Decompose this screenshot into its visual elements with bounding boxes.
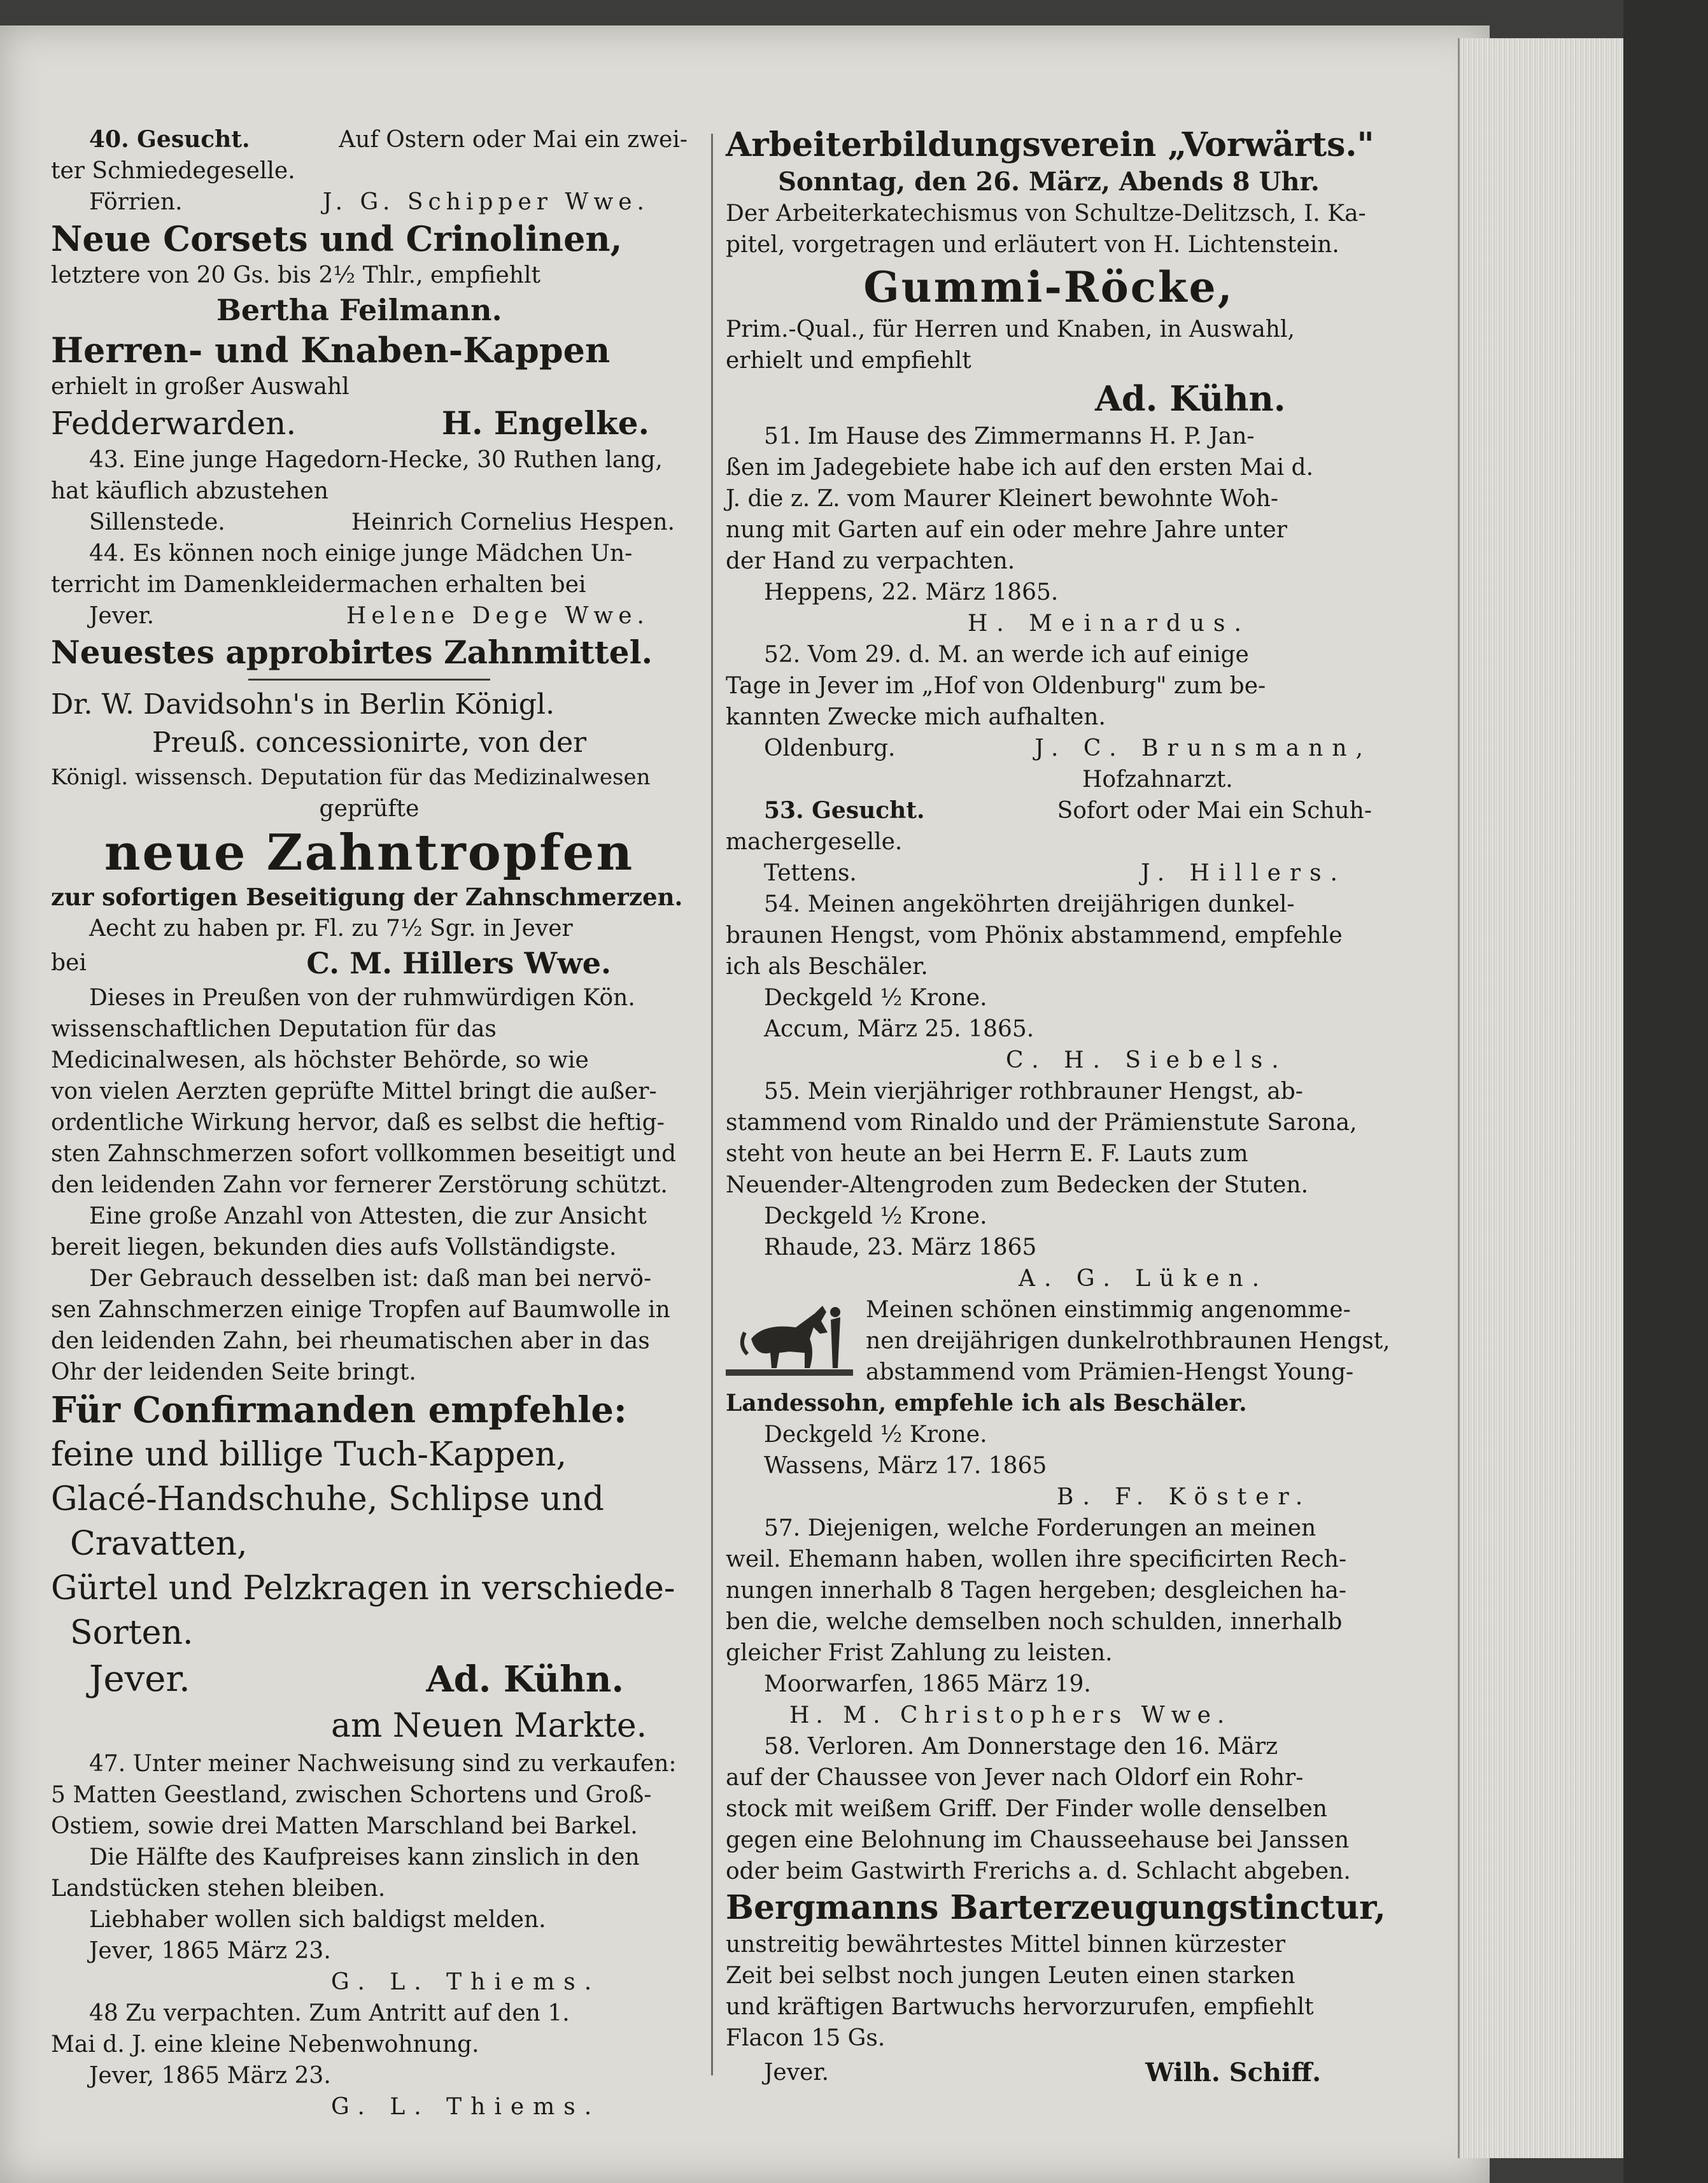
- ad56-line4: Landessohn, empfehle ich als Beschäler.: [726, 1390, 1247, 1416]
- ad57-date: Moorwarfen, 1865 März 19.: [764, 1671, 1091, 1697]
- ad-55: [726, 1076, 1372, 1294]
- ad52Lines-line: Tage in Jever im „Hof von Oldenburg" zum be-: [726, 673, 1266, 699]
- column-rule: [711, 134, 713, 2075]
- confirmLines-line: feine und billige Tuch-Kappen,: [51, 1436, 567, 1474]
- zahnP1-line: Dieses in Preußen von der ruhmwürdigen Kön.: [89, 985, 635, 1011]
- ad47-lines2: [51, 1842, 688, 1904]
- zahn-paragraph-3: [51, 1263, 688, 1388]
- ad48-line1: 48 Zu verpachten. Zum Antritt auf den 1.: [89, 2000, 570, 2026]
- ad57-signature: H. M. Christophers Wwe.: [789, 1702, 1231, 1728]
- kappen-title: Herren- und Knaben-Kappen: [51, 330, 611, 371]
- verein-date: Sonntag, den 26. März, Abends 8 Uhr.: [778, 167, 1320, 197]
- verein-line2: pitel, vorgetragen und erläutert von H. Lichtenstein.: [726, 232, 1339, 258]
- ad52Lines-line: kannten Zwecke mich aufhalten.: [726, 704, 1106, 730]
- ad-58: [726, 1731, 1372, 1887]
- kappen-line: erhielt in großer Auswahl: [51, 374, 349, 400]
- ad44-line2: terricht im Damenkleidermachen erhalten bei: [51, 572, 586, 598]
- left-column: [51, 124, 688, 2123]
- gummi-signature: Ad. Kühn.: [1095, 378, 1286, 419]
- ad43-line2: hat käuflich abzustehen: [51, 478, 328, 504]
- ad-verein: [726, 124, 1372, 260]
- zahn-line3: Königl. wissensch. Deputation für das Medizinalwesen: [51, 765, 651, 790]
- ad58-lines: [726, 1731, 1372, 1887]
- ad47-line3: Liebhaber wollen sich baldigst melden.: [89, 1907, 546, 1933]
- zahnP1-line: den leidenden Zahn vor fernerer Zerstörung schützt.: [51, 1172, 668, 1198]
- ad48-signature: G. L. Thiems.: [331, 2094, 601, 2120]
- zahnP3-line: den leidenden Zahn, bei rheumatischen aber in das: [51, 1328, 650, 1354]
- ad53-line2: machergeselle.: [726, 829, 903, 855]
- ad-56: [726, 1294, 1390, 1513]
- ad52-lines: [726, 639, 1372, 733]
- ad-44: [51, 538, 688, 632]
- zahn-line4: geprüfte: [319, 796, 420, 822]
- ad56-fee: Deckgeld ½ Krone.: [764, 1422, 987, 1448]
- zahn-bei: bei: [51, 950, 87, 976]
- ad53-place: Tettens.: [764, 860, 857, 886]
- ad48-date: Jever, 1865 März 23.: [89, 2063, 331, 2089]
- zahn-line1: Dr. W. Davidsohn's in Berlin Königl.: [51, 688, 555, 721]
- corsets-title: Neue Corsets und Crinolinen,: [51, 218, 623, 259]
- ad-corsets: [51, 218, 688, 329]
- bergLines-line: unstreitig bewährtestes Mittel binnen kürzester: [726, 1932, 1286, 1958]
- bergmann-place: Jever.: [764, 2059, 829, 2086]
- ad-51: [726, 421, 1372, 639]
- zahn-subheadline: zur sofortigen Beseitigung der Zahnschmerzen.: [51, 883, 683, 911]
- ad55Lines-line: stammend vom Rinaldo und der Prämienstute Sarona,: [726, 1110, 1357, 1136]
- ad-47: [51, 1748, 688, 1998]
- zahnP1-line: ordentliche Wirkung hervor, daß es selbst die heftig-: [51, 1110, 665, 1136]
- zahn-title: Neuestes approbirtes Zahnmittel.: [51, 633, 653, 671]
- ad51Lines-line: der Hand zu verpachten.: [726, 548, 1015, 574]
- ad47Lines-line: 47. Unter meiner Nachweisung sind zu verkaufen:: [89, 1751, 677, 1777]
- zahnP2-line: Eine große Anzahl von Attesten, die zur Ansicht: [89, 1203, 647, 1229]
- ad40-signature: J. G. Schipper Wwe.: [322, 189, 649, 215]
- zahnP1-line: Medicinalwesen, als höchster Behörde, so wie: [51, 1047, 589, 1073]
- ad56Lines-line: nen dreijährigen dunkelrothbraunen Hengst,: [866, 1328, 1390, 1354]
- ad-bergmann: [726, 1887, 1386, 2092]
- ad40-line2: ter Schmiedegeselle.: [51, 158, 295, 184]
- zahn-price: Aecht zu haben pr. Fl. zu 7½ Sgr. in Jever: [89, 915, 573, 942]
- confirmLines-line: Gürtel und Pelzkragen in verschiede-: [51, 1569, 675, 1607]
- ad-43: [51, 444, 688, 538]
- ad44-place: Jever.: [89, 603, 155, 629]
- right-column: [726, 124, 1390, 2092]
- ad43-place: Sillenstede.: [89, 509, 225, 535]
- ad57Lines-line: gleicher Frist Zahlung zu leisten.: [726, 1640, 1113, 1666]
- ad47Lines-line: 5 Matten Geestland, zwischen Schortens und Groß-: [51, 1782, 652, 1808]
- ad48-line2: Mai d. J. eine kleine Nebenwohnung.: [51, 2031, 479, 2058]
- zahn-paragraph-2: [51, 1201, 688, 1263]
- zahnP3-line: sen Zahnschmerzen einige Tropfen auf Baumwolle in: [51, 1297, 670, 1323]
- ad43-line1: 43. Eine junge Hagedorn-Hecke, 30 Ruthen lang,: [89, 447, 663, 473]
- confirm-items: [51, 1432, 688, 1655]
- confirm-place: Jever.: [89, 1658, 190, 1700]
- ad54-lines: [726, 889, 1372, 982]
- ad52-signature: J. C. Brunsmann,: [1034, 735, 1372, 761]
- ad57-lines: [726, 1513, 1372, 1669]
- ad-57: [726, 1513, 1372, 1731]
- ad54-fee: Deckgeld ½ Krone.: [764, 985, 987, 1011]
- bergLines-line: Flacon 15 Gs.: [726, 2025, 886, 2051]
- ad47-signature: G. L. Thiems.: [331, 1969, 601, 1995]
- corsets-signature: Bertha Feilmann.: [216, 293, 502, 327]
- ad47Lines2-line: Die Hälfte des Kaufpreises kann zinslich in den: [89, 1844, 640, 1870]
- bergLines-line: und kräftigen Bartwuchs hervorzurufen, empfiehlt: [726, 1994, 1314, 2020]
- confirm-address: am Neuen Markte.: [331, 1707, 647, 1745]
- ad51Lines-line: ßen im Jadegebiete habe ich auf den ersten Mai d.: [726, 455, 1314, 481]
- gummi-title: Gummi-Röcke,: [863, 262, 1234, 312]
- horse-icon: [726, 1294, 853, 1383]
- verein-line1: Der Arbeiterkatechismus von Schultze-Delitzsch, I. Ka-: [726, 201, 1366, 227]
- ad47Lines-line: Ostiem, sowie drei Matten Marschland bei Barkel.: [51, 1813, 638, 1839]
- ad53-text: Sofort oder Mai ein Schuh-: [1057, 798, 1372, 824]
- verein-title: Arbeiterbildungsverein „Vorwärts.": [726, 125, 1374, 164]
- ad58Lines-line: auf der Chaussee von Jever nach Oldorf ein Rohr-: [726, 1765, 1304, 1791]
- ad-gummi: [726, 260, 1372, 421]
- confirmLines-line: Glacé-Handschuhe, Schlipse und: [51, 1480, 604, 1518]
- ad51Lines-line: J. die z. Z. vom Maurer Kleinert bewohnte Woh-: [726, 486, 1279, 512]
- bergmann-lines: [726, 1929, 1372, 2054]
- ad-54: [726, 889, 1372, 1076]
- ad56Lines-line: abstammend vom Prämien-Hengst Young-: [866, 1359, 1354, 1385]
- zahnP2-line: bereit liegen, bekunden dies aufs Vollständigste.: [51, 1234, 617, 1261]
- bergLines-line: Zeit bei selbst noch jungen Leuten einen starken: [726, 1963, 1295, 1989]
- ad44-signature: Helene Dege Wwe.: [346, 603, 649, 629]
- gummi-line2: erhielt und empfiehlt: [726, 348, 971, 374]
- ad57Lines-line: 57. Diejenigen, welche Forderungen an meinen: [764, 1515, 1316, 1541]
- ad56-signature: B. F. Köster.: [1057, 1484, 1312, 1510]
- confirmLines-line: Cravatten,: [70, 1525, 248, 1563]
- gummi-line1: Prim.-Qual., für Herren und Knaben, in Auswahl,: [726, 316, 1295, 343]
- ad56-date: Wassens, März 17. 1865: [764, 1453, 1047, 1479]
- ad-53: [726, 795, 1372, 889]
- ad57Lines-line: ben die, welche demselben noch schulden, innerhalb: [726, 1609, 1343, 1635]
- ad47Lines2-line: Landstücken stehen bleiben.: [51, 1876, 386, 1902]
- ad40-text: Auf Ostern oder Mai ein zwei-: [339, 127, 688, 153]
- zahnP1-line: von vielen Aerzten geprüfte Mittel bringt die außer-: [51, 1078, 657, 1105]
- ad43-signature: Heinrich Cornelius Hespen.: [351, 509, 675, 535]
- ad54Lines-line: ich als Beschäler.: [726, 954, 928, 980]
- kappen-place: Fedderwarden.: [51, 405, 297, 442]
- ad56Lines-line: Meinen schönen einstimmig angenomme-: [866, 1297, 1351, 1323]
- ad55-signature: A. G. Lüken.: [1019, 1266, 1269, 1292]
- ad55-fee: Deckgeld ½ Krone.: [764, 1203, 987, 1229]
- bergmann-signature: Wilh. Schiff.: [1145, 2058, 1321, 2088]
- zahn-line2: Preuß. concessionirte, von der: [152, 726, 587, 759]
- corsets-line: letztere von 20 Gs. bis 2½ Thlr., empfiehlt: [51, 262, 540, 288]
- ad54Lines-line: 54. Meinen angeköhrten dreijährigen dunkel-: [764, 891, 1295, 917]
- ad40-label: 40. Gesucht.: [89, 126, 250, 153]
- ad44-line1: 44. Es können noch einige junge Mädchen Un-: [89, 540, 633, 567]
- zahnP3-line: Ohr der leidenden Seite bringt.: [51, 1359, 416, 1385]
- zahn-rule: [248, 679, 490, 681]
- ad51-signature: H. Meinardus.: [968, 611, 1250, 637]
- ad-kappen: [51, 329, 688, 444]
- ad52Lines-line: 52. Vom 29. d. M. an werde ich auf einige: [764, 642, 1249, 668]
- bergmann-title: Bergmanns Barterzeugungstinctur,: [726, 1888, 1386, 1927]
- confirm-title: Für Confirmanden empfehle:: [51, 1389, 627, 1431]
- zahn-dealer: C. M. Hillers Wwe.: [306, 946, 611, 980]
- book-page-edges: [1458, 38, 1625, 2158]
- ad51Lines-line: nung mit Garten auf ein oder mehre Jahre unter: [726, 517, 1287, 543]
- ad55Lines-line: steht von heute an bei Herrn E. F. Lauts zum: [726, 1141, 1248, 1167]
- ad55-lines: [726, 1076, 1372, 1201]
- kappen-signature: H. Engelke.: [441, 404, 649, 442]
- ad54-signature: C. H. Siebels.: [1006, 1047, 1288, 1073]
- zahn-headline: neue Zahntropfen: [104, 824, 635, 882]
- zahnP1-line: wissenschaftlichen Deputation für das: [51, 1016, 497, 1042]
- ad-confirmanden: [51, 1388, 688, 1748]
- ad47-lines: [51, 1748, 688, 1842]
- zahn-paragraph-1: [51, 982, 688, 1201]
- ad58Lines-line: 58. Verloren. Am Donnerstage den 16. März: [764, 1734, 1278, 1760]
- book-cover: [1623, 0, 1708, 2183]
- ad55-date: Rhaude, 23. März 1865: [764, 1234, 1037, 1261]
- ad58Lines-line: stock mit weißem Griff. Der Finder wolle denselben: [726, 1796, 1327, 1822]
- zahnP1-line: sten Zahnschmerzen sofort vollkommen beseitigt und: [51, 1141, 677, 1167]
- ad52-place: Oldenburg.: [764, 735, 896, 761]
- ad58Lines-line: gegen eine Belohnung im Chausseehause bei Janssen: [726, 1827, 1350, 1853]
- confirm-signature: Ad. Kühn.: [426, 1658, 624, 1700]
- ad52-title: Hofzahnarzt.: [1082, 767, 1233, 793]
- ad57Lines-line: nungen innerhalb 8 Tagen hergeben; desgleichen ha-: [726, 1578, 1347, 1604]
- ad58Lines-line: oder beim Gastwirth Frerichs a. d. Schlacht abgeben.: [726, 1858, 1351, 1884]
- ad51Lines-line: 51. Im Hause des Zimmermanns H. P. Jan-: [764, 423, 1255, 449]
- ad53-signature: J. Hillers.: [1141, 860, 1346, 886]
- ad40-place: Förrien.: [89, 189, 183, 215]
- zahnP3-line: Der Gebrauch desselben ist: daß man bei nervö-: [89, 1266, 652, 1292]
- ad53-label: 53. Gesucht.: [764, 797, 925, 824]
- ad47-date: Jever, 1865 März 23.: [89, 1938, 331, 1964]
- ad55Lines-line: Neuender-Altengroden zum Bedecken der Stuten.: [726, 1172, 1309, 1198]
- ad-52: [726, 639, 1372, 795]
- ad54-date: Accum, März 25. 1865.: [764, 1016, 1034, 1042]
- ad55Lines-line: 55. Mein vierjähriger rothbrauner Hengst, ab-: [764, 1078, 1303, 1105]
- ad-zahnmittel: [51, 632, 688, 1388]
- ad51-lines: [726, 421, 1372, 577]
- ad54Lines-line: braunen Hengst, vom Phönix abstammend, empfehle: [726, 922, 1343, 949]
- ad-40: [51, 124, 688, 218]
- ad51-date: Heppens, 22. März 1865.: [764, 579, 1059, 605]
- confirmLines-line: Sorten.: [70, 1614, 194, 1652]
- ad57Lines-line: weil. Ehemann haben, wollen ihre specificirten Rech-: [726, 1546, 1347, 1572]
- ad-48: [51, 1998, 688, 2123]
